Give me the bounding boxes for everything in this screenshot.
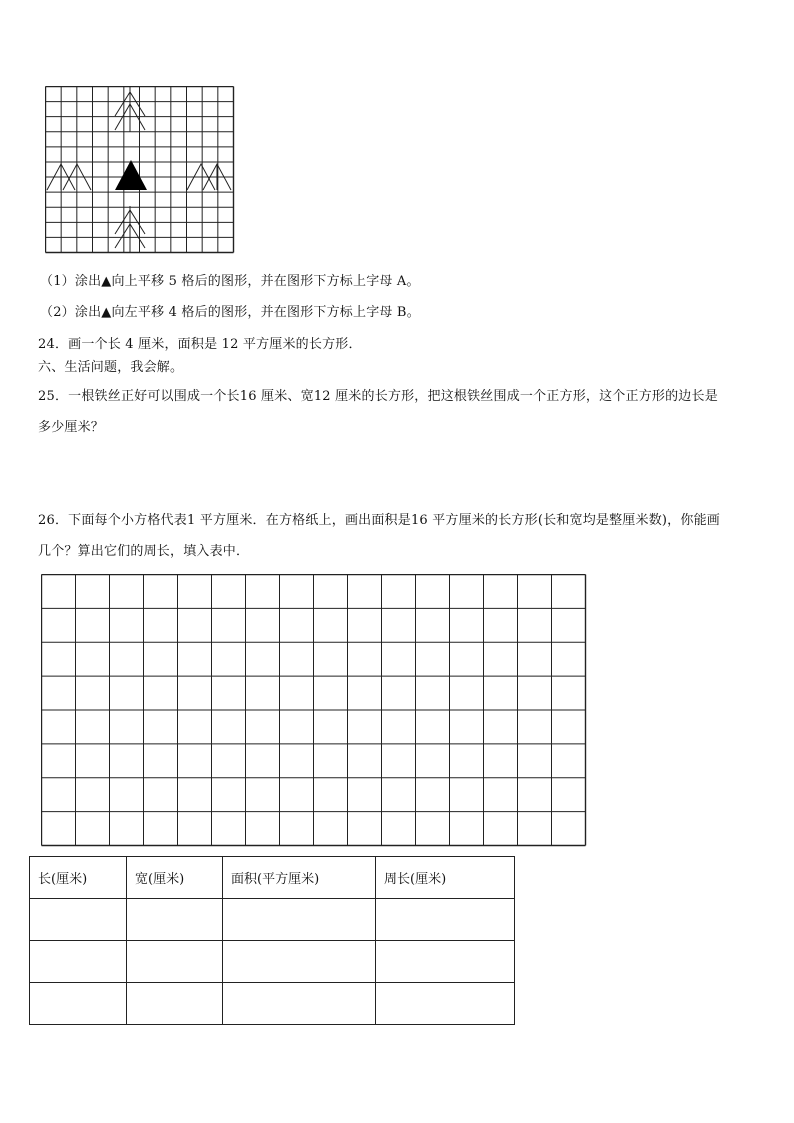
table-cell[interactable] xyxy=(376,899,515,941)
header-length: 长(厘米) xyxy=(30,857,127,899)
table-row xyxy=(30,899,515,941)
q26-line1: 26．下面每个小方格代表1 平方厘米．在方格纸上，画出面积是16 平方厘米的长方形(长和宽均是整厘米数)，你能画 xyxy=(38,513,720,528)
q23-part1: （1）涂出▲向上平移 5 格后的图形，并在图形下方标上字母 A。 xyxy=(40,274,420,289)
q24: 24．画一个长 4 厘米，面积是 12 平方厘米的长方形． xyxy=(38,337,362,352)
q25-line2: 多少厘米？ xyxy=(38,420,105,435)
table-cell[interactable] xyxy=(223,983,376,1025)
table-cell[interactable] xyxy=(223,899,376,941)
table-cell[interactable] xyxy=(376,941,515,983)
table-cell[interactable] xyxy=(30,983,127,1025)
table-cell[interactable] xyxy=(127,899,223,941)
q23-part2: （2）涂出▲向左平移 4 格后的图形，并在图形下方标上字母 B。 xyxy=(40,305,420,320)
square-grid xyxy=(41,574,588,848)
translation-grid xyxy=(45,86,235,256)
header-area: 面积(平方厘米) xyxy=(223,857,376,899)
table-cell[interactable] xyxy=(30,899,127,941)
header-width: 宽(厘米) xyxy=(127,857,223,899)
table-row xyxy=(30,983,515,1025)
table-cell[interactable] xyxy=(30,941,127,983)
table-cell[interactable] xyxy=(223,941,376,983)
table-row xyxy=(30,941,515,983)
table-header-row xyxy=(30,857,515,899)
answer-table xyxy=(29,856,515,1025)
table-cell[interactable] xyxy=(376,983,515,1025)
filled-triangle xyxy=(115,160,147,190)
section6-heading: 六、生活问题，我会解。 xyxy=(38,360,184,375)
q26-line2: 几个？算出它们的周长，填入表中． xyxy=(38,544,250,559)
q25-line1: 25．一根铁丝正好可以围成一个长16 厘米、宽12 厘米的长方形，把这根铁丝围成一个正方形，这个正方形的边长是 xyxy=(38,389,718,404)
table-cell[interactable] xyxy=(127,941,223,983)
header-perimeter: 周长(厘米) xyxy=(376,857,515,899)
table-cell[interactable] xyxy=(127,983,223,1025)
